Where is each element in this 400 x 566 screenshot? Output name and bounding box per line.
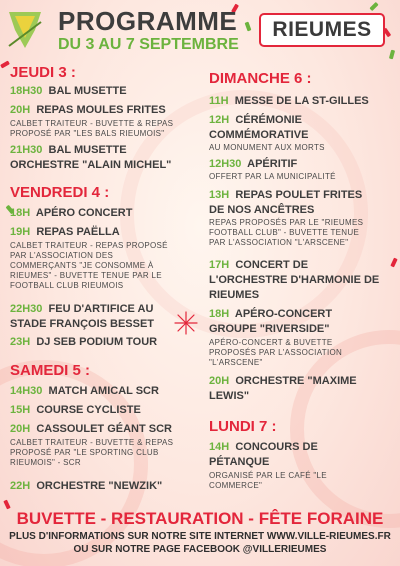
town-name-badge: RIEUMES — [259, 13, 385, 47]
event-item — [10, 335, 157, 350]
event-label: BAL MUSETTE — [48, 144, 127, 156]
event-time: 18H — [209, 308, 230, 320]
event-label: CONCOURS DE — [235, 441, 318, 453]
event-time: 21H30 — [10, 144, 43, 156]
event-detail: CALBET TRAITEUR - BUVETTE & REPAS — [10, 119, 174, 128]
event-detail: RIEUMOIS" - SCR — [10, 458, 81, 467]
day-heading-jeudi: JEUDI 3 : — [10, 64, 76, 81]
event-label: MESSE DE LA ST-GILLES — [234, 95, 369, 107]
event-item — [10, 422, 172, 437]
event-item — [10, 225, 120, 240]
event-time: 11H — [209, 95, 229, 107]
event-detail: CALBET TRAITEUR - BUVETTE & REPAS — [10, 438, 174, 447]
event-label: BAL MUSETTE — [48, 85, 127, 97]
event-label: ORCHESTRE "NEWZIK" — [36, 480, 163, 492]
event-detail: APÉRO-CONCERT & BUVETTE — [209, 338, 333, 347]
event-label: FEU D'ARTIFICE AU — [48, 303, 154, 315]
event-label: APÉRO CONCERT — [35, 207, 133, 219]
event-detail: REPAS PROPOSÉS PAR LE "RIEUMES — [209, 218, 364, 227]
event-detail: "L'ARSCENE" — [209, 358, 263, 367]
footer-info-website: PLUS D'INFORMATIONS SUR NOTRE SITE INTERNET WWW.VILLE-RIEUMES.FR — [9, 531, 391, 542]
event-detail: AU MONUMENT AUX MORTS — [209, 143, 325, 152]
event-time: 23H — [10, 336, 31, 348]
event-detail: CALBET TRAITEUR - REPAS PROPOSÉ — [10, 241, 168, 250]
footer-headline: BUVETTE - RESTAURATION - FÊTE FORAINE — [16, 509, 384, 528]
confetti-icon — [0, 61, 10, 69]
event-time: 20H — [10, 423, 31, 435]
village-logo-icon — [5, 8, 45, 52]
event-label-cont: PÉTANQUE — [209, 456, 270, 468]
event-time: 20H — [10, 104, 31, 116]
event-item — [10, 206, 132, 221]
event-label-cont: RIEUMES — [209, 289, 260, 301]
event-label: DJ SEB PODIUM TOUR — [36, 336, 158, 348]
event-item — [209, 440, 318, 455]
event-item — [10, 103, 166, 118]
event-label: CONCERT DE — [235, 259, 309, 271]
day-heading-vendredi: VENDREDI 4 : — [10, 184, 110, 201]
event-time: 22H30 — [10, 303, 43, 315]
event-detail: PROPOSÉ PAR "LE SPORTING CLUB — [10, 448, 159, 457]
footer-info-facebook: OU SUR NOTRE PAGE FACEBOOK @VILLERIEUMES — [73, 544, 327, 555]
event-item — [209, 307, 332, 322]
event-label-cont: DE NOS ANCÊTRES — [209, 204, 315, 216]
event-item — [10, 403, 141, 418]
event-label: REPAS POULET FRITES — [235, 189, 363, 201]
event-label-cont: STADE FRANÇOIS BESSET — [10, 318, 155, 330]
day-heading-samedi: SAMEDI 5 : — [10, 362, 91, 379]
event-label: APÉRITIF — [247, 158, 298, 170]
event-label: CASSOULET GÉANT SCR — [36, 423, 172, 435]
event-time: 12H30 — [209, 158, 242, 170]
event-time: 22H — [10, 480, 31, 492]
page-title: PROGRAMME — [58, 6, 238, 36]
background-arc-decoration — [290, 330, 400, 528]
event-time: 20H — [209, 375, 230, 387]
header — [0, 0, 400, 58]
event-item — [10, 84, 127, 99]
event-label-cont: COMMÉMORATIVE — [209, 129, 309, 141]
event-time: 15H — [10, 404, 31, 416]
event-detail: FOOTBALL CLUB RIEUMOIS — [10, 281, 124, 290]
event-label: CÉRÉMONIE — [235, 114, 302, 126]
day-heading-dimanche: DIMANCHE 6 : — [209, 70, 312, 87]
event-detail: PAR L'ASSOCIATION "L'ARSCENE" — [209, 238, 349, 247]
event-item — [209, 258, 308, 273]
date-range: DU 3 AU 7 SEPTEMBRE — [58, 36, 239, 53]
event-label-cont: GROUPE "RIVERSIDE" — [209, 323, 330, 335]
event-label: ORCHESTRE "MAXIME — [235, 375, 357, 387]
event-label-cont: LEWIS" — [209, 390, 250, 402]
footer-info — [0, 530, 400, 556]
event-detail: ORGANISÉ PAR LE CAFÉ "LE — [209, 471, 327, 480]
event-time: 19H — [10, 226, 31, 238]
event-label: APÉRO-CONCERT — [234, 308, 333, 320]
event-time: 13H — [209, 189, 230, 201]
event-detail: FOOTBALL CLUB" - BUVETTE TENUE — [209, 228, 360, 237]
event-detail: PROPOSÉS PAR L'ASSOCIATION — [209, 348, 343, 357]
event-label: COURSE CYCLISTE — [36, 404, 141, 416]
event-detail: COMMERÇANTS "JE CONSOMME À — [10, 261, 154, 270]
confetti-icon — [390, 258, 397, 268]
event-item — [209, 374, 357, 389]
event-time: 14H30 — [10, 385, 43, 397]
event-item — [209, 113, 302, 128]
event-detail: PAR L'ASSOCIATION DES — [10, 251, 114, 260]
event-label: REPAS PAËLLA — [36, 226, 120, 238]
event-time: 14H — [209, 441, 230, 453]
day-heading-lundi: LUNDI 7 : — [209, 418, 277, 435]
event-label-cont: ORCHESTRE "ALAIN MICHEL" — [10, 159, 172, 171]
event-label-cont: L'ORCHESTRE D'HARMONIE DE — [209, 274, 380, 286]
event-label: REPAS MOULES FRITES — [36, 104, 166, 116]
firework-icon — [173, 310, 199, 336]
event-time: 12H — [209, 114, 230, 126]
event-item — [10, 143, 127, 158]
event-item — [209, 188, 362, 203]
event-detail: OFFERT PAR LA MUNICIPALITÉ — [209, 172, 336, 181]
event-item — [209, 94, 369, 109]
event-time: 18H — [10, 207, 31, 219]
event-item — [10, 302, 153, 317]
event-item — [209, 157, 297, 172]
event-item — [10, 384, 159, 399]
event-time: 17H — [209, 259, 230, 271]
event-detail: RIEUMES" - BUVETTE TENUE PAR LE — [10, 271, 162, 280]
event-detail: COMMERCE" — [209, 481, 263, 490]
event-time: 18H30 — [10, 85, 43, 97]
event-item — [10, 479, 162, 494]
event-detail: PROPOSÉ PAR "LES BALS RIEUMOIS" — [10, 129, 165, 138]
event-label: MATCH AMICAL SCR — [48, 385, 159, 397]
